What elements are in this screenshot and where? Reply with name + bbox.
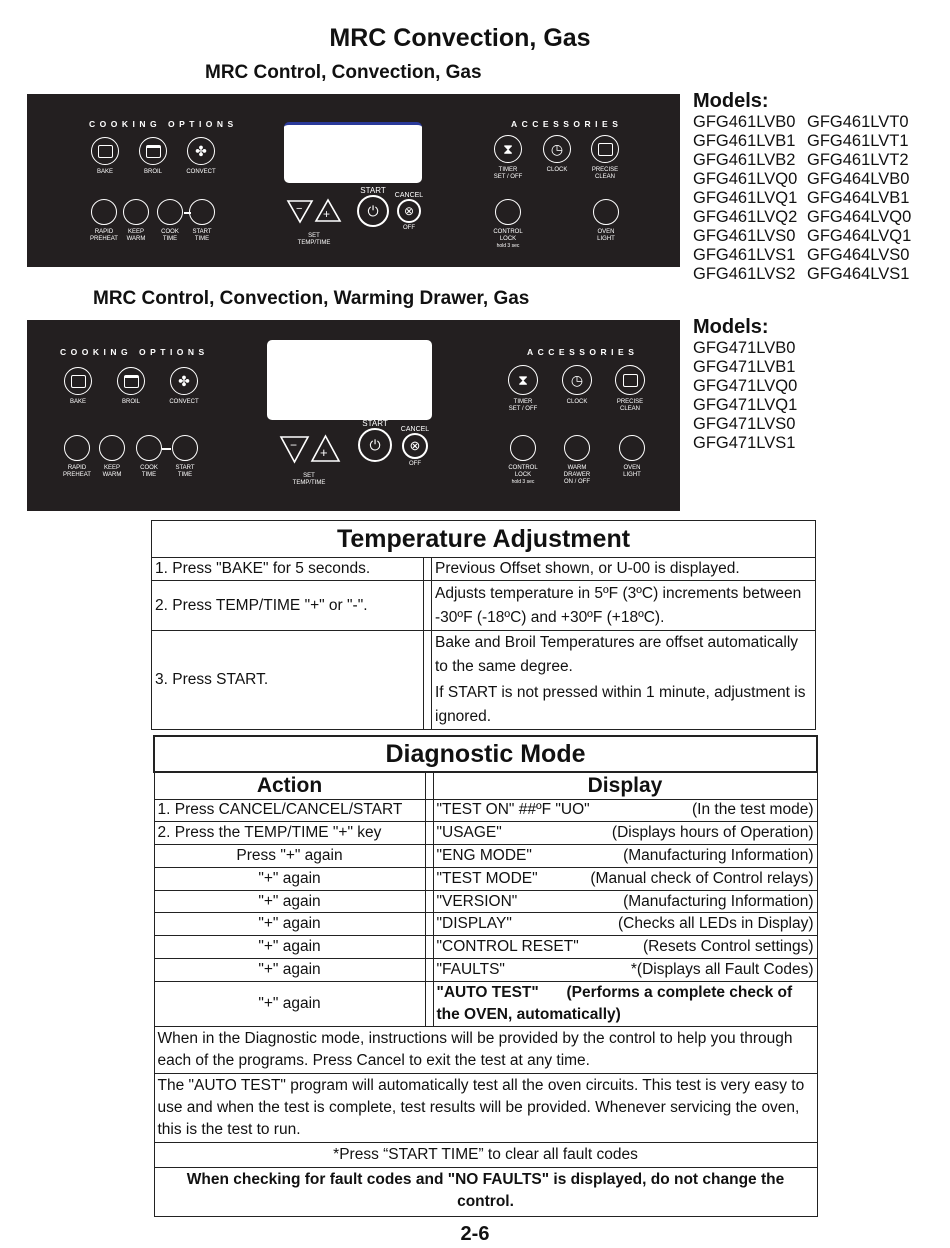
power-icon: ⏻	[367, 203, 379, 219]
display-text: "USAGE"	[436, 824, 502, 842]
display-text: "VERSION"	[436, 892, 518, 910]
action-header: Action	[154, 772, 425, 799]
cancel-x-icon: ⊗	[409, 438, 421, 453]
step-cell: 2. Press TEMP/TIME "+" or "-".	[152, 581, 424, 631]
display-text: "ENG MODE"	[436, 846, 532, 864]
table-row	[154, 845, 817, 868]
model-number: GFG464LVS1	[807, 265, 910, 283]
bake-button[interactable]: BAKE	[48, 367, 108, 406]
clean-icon	[598, 143, 613, 156]
set-temp-time-button[interactable]: − + SET TEMP/TIME	[284, 198, 344, 247]
display-cell	[433, 890, 817, 913]
table-row	[154, 913, 817, 936]
svg-text:+: +	[323, 207, 331, 221]
rapid-preheat-button[interactable]: RAPID PREHEAT	[47, 435, 107, 479]
cooking-options-label: COOKING OPTIONS	[60, 347, 209, 357]
temperature-adjustment-table	[151, 520, 816, 730]
display-description: (Checks all LEDs in Display)	[617, 915, 814, 933]
accessories-label: ACCESSORIES	[527, 347, 639, 357]
clock-icon: ◷	[550, 141, 564, 157]
page-number: 2-6	[460, 1223, 490, 1245]
model-number: GFG461LVT2	[807, 151, 909, 169]
table-row	[152, 631, 816, 730]
model-number: GFG471LVS1	[693, 434, 796, 452]
display-description: (Resets Control settings)	[642, 938, 814, 956]
panel1-models	[693, 90, 927, 284]
bake-button[interactable]: BAKE	[75, 137, 135, 176]
precise-clean-button[interactable]: PRECISE CLEAN	[575, 135, 635, 181]
control-panel-convection	[27, 94, 680, 267]
control-lock-button[interactable]: CONTROL LOCK hold 3 sec	[478, 199, 538, 250]
set-temp-time-button[interactable]: − + SET TEMP/TIME	[279, 434, 339, 487]
cooking-options-label: COOKING OPTIONS	[89, 119, 238, 129]
hourglass-icon: ⧗	[518, 372, 528, 388]
model-number: GFG464LVQ1	[807, 227, 912, 245]
cook-time-button[interactable]: COOK TIME	[119, 435, 179, 479]
bake-icon	[71, 375, 86, 388]
model-number: GFG471LVQ0	[693, 377, 798, 395]
display-text: "TEST ON" ##ºF "UO"	[436, 801, 590, 819]
display-cell	[433, 845, 817, 868]
cook-time-button[interactable]: COOK TIME	[140, 199, 200, 243]
page-title: MRC Convection, Gas	[329, 24, 591, 52]
table-row	[154, 981, 817, 1026]
control-panel-warming-drawer	[27, 320, 680, 511]
control-display	[284, 122, 422, 183]
fan-icon: ✤	[195, 143, 207, 159]
fault-warning-note: When checking for fault codes and "NO FAULTS" is displayed, do not change the control.	[154, 1167, 817, 1216]
panel2-models	[693, 316, 797, 453]
display-cell	[433, 913, 817, 936]
models-heading: Models:	[693, 90, 769, 112]
start-button[interactable]: START ⏻	[343, 187, 403, 227]
table-row	[152, 581, 816, 631]
svg-text:+: +	[320, 445, 328, 460]
start-time-button[interactable]: START TIME	[172, 199, 232, 243]
diagnostic-note: When in the Diagnostic mode, instructions will be provided by the control to help you through each of the programs. Press Cancel to exit the test at any time.	[154, 1026, 817, 1073]
display-description: (Manufacturing Information)	[623, 846, 814, 864]
model-number: GFG464LVB1	[807, 189, 910, 207]
action-cell: 1. Press CANCEL/CANCEL/START	[154, 799, 425, 822]
temperature-adjustment-title: Temperature Adjustment	[152, 521, 816, 558]
display-cell	[433, 959, 817, 982]
display-text: "FAULTS"	[436, 960, 505, 978]
cancel-button[interactable]: CANCEL ⊗ OFF	[394, 192, 424, 231]
clean-icon	[623, 374, 638, 387]
fan-icon: ✤	[178, 373, 190, 389]
timer-button[interactable]: ⧗ TIMER SET / OFF	[493, 365, 553, 413]
table-row	[152, 558, 816, 581]
bake-icon	[98, 145, 113, 158]
action-cell: Press "+" again	[154, 845, 425, 868]
model-number: GFG461LVB2	[693, 151, 796, 169]
model-number: GFG471LVB1	[693, 358, 796, 376]
model-number: GFG461LVS0	[693, 227, 796, 245]
model-number: GFG461LVT1	[807, 132, 909, 150]
control-lock-button[interactable]: CONTROL LOCK hold 3 sec	[493, 435, 553, 486]
table-row	[154, 959, 817, 982]
accessories-label: ACCESSORIES	[511, 119, 623, 129]
step-cell: 1. Press "BAKE" for 5 seconds.	[152, 558, 424, 581]
model-number: GFG471LVS0	[693, 415, 796, 433]
model-number: GFG461LVS1	[693, 246, 796, 264]
display-description: (Manufacturing Information)	[623, 892, 814, 910]
panel1-subtitle: MRC Control, Convection, Gas	[205, 62, 482, 83]
broil-icon	[146, 145, 161, 158]
display-cell	[433, 799, 817, 822]
oven-light-button[interactable]: OVEN LIGHT	[602, 435, 662, 479]
timer-button[interactable]: ⧗ TIMER SET / OFF	[478, 135, 538, 181]
broil-button[interactable]: BROIL	[123, 137, 183, 176]
power-icon: ⏻	[369, 437, 381, 453]
broil-icon	[124, 375, 139, 388]
clock-button[interactable]: ◷ CLOCK	[527, 135, 587, 174]
svg-text:−: −	[296, 203, 303, 215]
down-up-arrows-icon	[286, 198, 342, 224]
display-cell	[433, 936, 817, 959]
model-number: GFG471LVB0	[693, 339, 796, 357]
cancel-x-icon: ⊗	[403, 204, 415, 218]
display-cell	[433, 822, 817, 845]
convect-button[interactable]: ✤ CONVECT	[154, 367, 214, 406]
model-number: GFG464LVS0	[807, 246, 910, 264]
display-description: *(Displays all Fault Codes)	[630, 960, 814, 978]
model-number: GFG461LVQ0	[693, 170, 798, 188]
action-cell: "+" again	[154, 890, 425, 913]
broil-button[interactable]: BROIL	[101, 367, 161, 406]
model-number: GFG461LVT0	[807, 113, 909, 131]
table-row	[154, 867, 817, 890]
models-heading: Models:	[693, 316, 769, 338]
svg-text:−: −	[290, 438, 298, 452]
control-display	[267, 340, 432, 420]
warm-drawer-button[interactable]: WARM DRAWER ON / OFF	[547, 435, 607, 486]
models-list	[693, 113, 927, 284]
model-number: GFG464LVB0	[807, 170, 910, 188]
precise-clean-button[interactable]: PRECISE CLEAN	[600, 365, 660, 413]
action-cell: "+" again	[154, 936, 425, 959]
result-cell: Previous Offset shown, or U-00 is displayed.	[432, 558, 816, 581]
table-row	[154, 890, 817, 913]
down-up-arrows-icon	[279, 434, 341, 464]
auto-test-note: The "AUTO TEST" program will automatically test all the oven circuits. This test is very easy to use and when the test is complete, test results will be provided. Whenever servicing the oven, this is the test to run.	[154, 1073, 817, 1142]
display-cell	[433, 867, 817, 890]
model-number: GFG461LVQ1	[693, 189, 798, 207]
model-number: GFG461LVQ2	[693, 208, 798, 226]
model-number: GFG471LVQ1	[693, 396, 798, 414]
start-button[interactable]: START ⏻	[345, 420, 405, 462]
display-text: "CONTROL RESET"	[436, 938, 579, 956]
fault-clear-note: *Press “START TIME” to clear all fault codes	[154, 1142, 817, 1167]
table-row	[154, 822, 817, 845]
keep-warm-button[interactable]: KEEP WARM	[82, 435, 142, 479]
display-text: "TEST MODE"	[436, 869, 538, 887]
convect-button[interactable]: ✤ CONVECT	[171, 137, 231, 176]
models-list	[693, 339, 797, 453]
action-cell: "+" again	[154, 913, 425, 936]
clock-icon: ◷	[570, 372, 584, 388]
action-cell: "+" again	[154, 959, 425, 982]
keep-warm-button[interactable]: KEEP WARM	[106, 199, 166, 243]
result-cell: Bake and Broil Temperatures are offset automatically to the same degree. If START is not pressed within 1 minute, adjustment is ignored.	[432, 631, 816, 730]
start-time-button[interactable]: START TIME	[155, 435, 215, 479]
hourglass-icon: ⧗	[503, 141, 513, 157]
action-cell: 2. Press the TEMP/TIME "+" key	[154, 822, 425, 845]
display-description: (Manual check of Control relays)	[590, 869, 814, 887]
step-cell: 3. Press START.	[152, 631, 424, 730]
result-cell: Adjusts temperature in 5ºF (3ºC) increments between -30ºF (-18ºC) and +30ºF (+18ºC).	[432, 581, 816, 631]
display-cell: "AUTO TEST" (Performs a complete check of the OVEN, automatically)	[433, 981, 817, 1026]
diagnostic-mode-table	[153, 735, 818, 1217]
model-number: GFG464LVQ0	[807, 208, 912, 226]
model-number: GFG461LVB1	[693, 132, 796, 150]
panel2-subtitle: MRC Control, Convection, Warming Drawer, Gas	[93, 288, 530, 309]
display-text: "DISPLAY"	[436, 915, 512, 933]
table-row	[154, 799, 817, 822]
display-description: (In the test mode)	[692, 801, 814, 819]
cancel-button[interactable]: CANCEL ⊗ OFF	[400, 426, 430, 467]
action-cell: "+" again	[154, 867, 425, 890]
model-number: GFG461LVS2	[693, 265, 796, 283]
clock-button[interactable]: ◷ CLOCK	[547, 365, 607, 406]
display-description: (Displays hours of Operation)	[611, 824, 814, 842]
table-row	[154, 936, 817, 959]
rapid-preheat-button[interactable]: RAPID PREHEAT	[74, 199, 134, 243]
oven-light-button[interactable]: OVEN LIGHT	[576, 199, 636, 243]
diagnostic-mode-title: Diagnostic Mode	[154, 736, 817, 772]
display-header: Display	[433, 772, 817, 799]
action-cell: "+" again	[154, 981, 425, 1026]
model-number: GFG461LVB0	[693, 113, 796, 131]
